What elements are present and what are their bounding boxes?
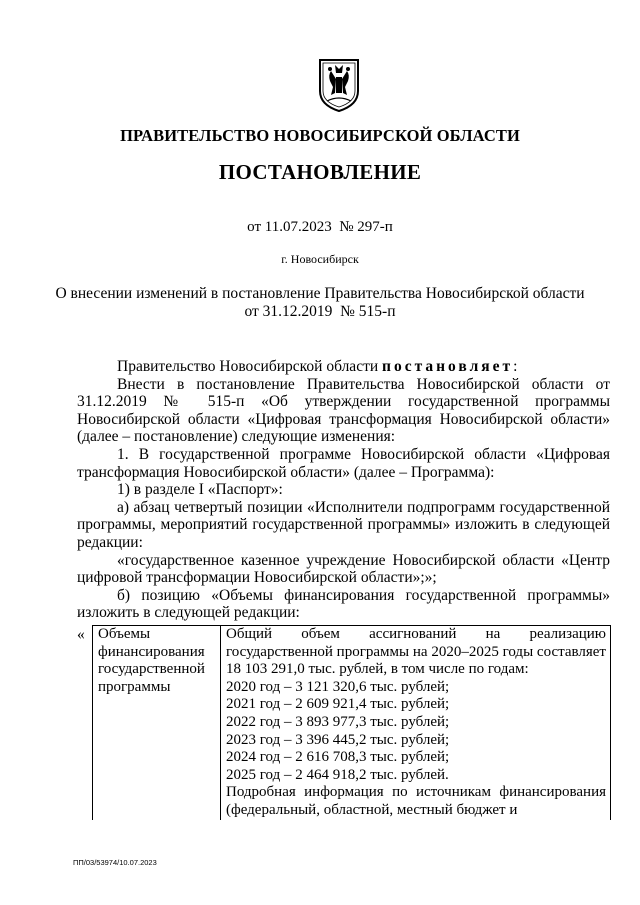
paragraph-amend: Внести в постановление Правительства Новосибирской области от 31.12.2019 № 515-п «Об утверждении государственной программы Новосибирской области «Цифровая трансформация Новосибирской области» (далее – постановление) следующие изменения: [77,375,610,446]
paragraph-new-wording: «государственное казенное учреждение Новосибирской области «Центр цифровой трансформации Новосибирской области»;»; [77,551,610,587]
financing-total: Общий объем ассигнований на реализацию государственной программы на 2020–2025 годы составляет 18 103 291,0 тыс. рублей, в том числе по годам: [226,626,606,678]
resolution-colon: : [513,358,518,375]
paragraph-item-1: 1. В государственной программе Новосибирской области «Цифровая трансформация Новосибирской области» (далее – Программа): [77,445,610,481]
city-name: г. Новосибирск [281,252,359,266]
document-date-number: от 11.07.2023 № 297-п [247,219,393,235]
financing-year: 2023 год – 3 396 445,2 тыс. рублей; [226,731,450,748]
resolution-keyword: постановляет [382,358,514,375]
organization-title: ПРАВИТЕЛЬСТВО НОВОСИБИРСКОЙ ОБЛАСТИ [120,126,520,145]
financing-detail: Подробная информация по источникам финансирования (федеральный, областной, местный бюджет и [226,784,606,818]
financing-year: 2025 год – 2 464 918,2 тыс. рублей. [226,766,449,783]
document-body [77,358,610,622]
document-code: ПП/03/53974/10.07.2023 [73,858,157,867]
financing-year: 2022 год – 3 893 977,3 тыс. рублей; [226,713,450,730]
document-type-title: ПОСТАНОВЛЕНИЕ [218,160,422,184]
table-row [93,626,611,820]
financing-year: 2021 год – 2 609 921,4 тыс. рублей; [226,696,450,713]
table-value-cell [221,626,611,820]
paragraph-section-passport: 1) в разделе I «Паспорт»: [117,481,283,499]
passport-table [92,625,611,820]
opening-quote: « [77,626,85,643]
subject-line-1: О внесении изменений в постановление Правительства Новосибирской области [55,285,585,302]
resolution-text: Правительство Новосибирской области [117,358,383,375]
subject-line-2: от 31.12.2019 № 515-п [244,303,396,320]
novosibirsk-coat-of-arms-icon [317,57,361,113]
table-label-cell: Объемы финансирования государственной программы [93,626,221,820]
document-subject [0,285,640,321]
financing-year: 2024 год – 2 616 708,3 тыс. рублей; [226,749,450,766]
paragraph-subitem-a: а) абзац четвертый позиции «Исполнители подпрограмм государственной программы, мероприятий государственной программы» изложить в следующей редакции: [77,498,610,551]
paragraph-subitem-b: б) позицию «Объемы финансирования государственной программы» изложить в следующей редакции: [77,586,610,622]
financing-year: 2020 год – 3 121 320,6 тыс. рублей; [226,678,450,695]
paragraph-resolution [77,358,610,376]
